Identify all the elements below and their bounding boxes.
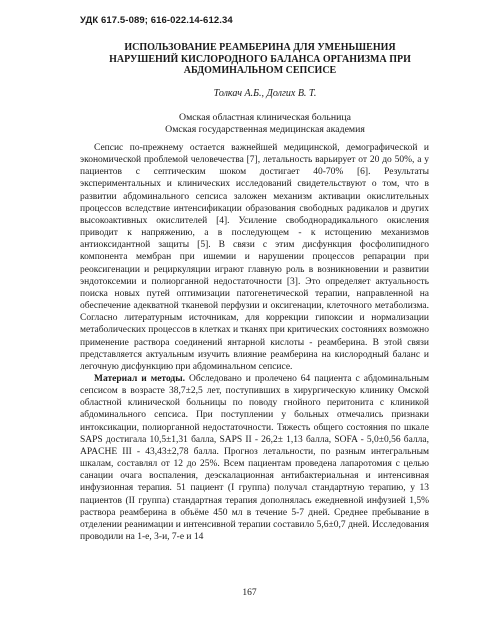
udk-code: УДК 617.5-089; 616-022.14-612.34 xyxy=(80,15,233,26)
affiliation-line: Омская областная клиническая больница xyxy=(179,112,351,123)
article-body xyxy=(80,142,429,543)
affiliation xyxy=(100,112,430,136)
affiliation-line: Омская государственная медицинская академия xyxy=(165,124,365,135)
body-paragraph: Сепсис по-прежнему остается важнейшей медицинской, демографической и экономической проблемой человечества [7], летальность варьирует от 20 до 50%, а у пациентов с септическим шоком достигает 40-70% [6]. Результаты экспериментальных и клинических исследований свидетельствуют о том, что в развитии абдоминального сепсиса заложен механизм активации окислительных процессов вследствие интенсификации образования свободных радикалов и других высокоактивных окислителей [4]. Усиление свободнорадикального окисления приводит к напряжению, а в последующем - к истощению механизмов антиоксидантной защиты [5]. В связи с этим дисфункция фосфолипидного компонента мембран при ишемии и нарушении процессов репарации при реоксигенации и рециркуляции играют главную роль в возникновении и развитии эндотоксемии и полиорганной недостаточности [3]. Это определяет актуальность поиска новых путей оптимизации патогенетической терапии, направленной на обеспечение адекватной тканевой перфузии и оксигенации, клеточного метаболизма. Согласно литературным источникам, для коррекции гипоксии и нормализации метаболических процессов в клетках и тканях при критических состояниях возможно применение раствора соединений янтарной кислоты - реамберина. В этой связи представляется актуальным изучить влияние реамберина на кислородный баланс и легочную дисфункцию при абдоминальном сепсисе. xyxy=(80,143,429,372)
authors: Толкач А.Б., Долгих В. Т. xyxy=(213,88,317,99)
page-number: 167 xyxy=(242,588,257,598)
body-paragraph xyxy=(80,373,429,543)
paragraph-text: Обследовано и пролечено 64 пациента с абдоминальным сепсисом в возрасте 38,7±2,5 лет, поступивших в хирургическую клинику Омской областной клинической больницы по поводу гнойного перитонита с клиникой абдоминального сепсиса. При поступлении у больных отмечались признаки интоксикации, полиорганной недостаточности. Тяжесть общего состояния по шкале SAPS достигала 10,5±1,31 балла, SAPS II - 26,2± 1,13 балла, SOFA - 5,0±0,56 балла, APACHE III - 43,43±2,78 балла. Прогноз летальности, по разным интегральным шкалам, составлял от 12 до 25%. Всем пациентам проведена лапаротомия с целью санации очага воспаления, деэскалационная антибактериальная и интенсивная инфузионная терапия. 51 пациент (I группа) получал стандартную терапию, у 13 пациентов (II группа) стандартная терапия дополнялась ежедневной инфузией 1,5% раствора реамберина в объёме 450 мл в течение 5-7 дней. Среднее пребывание в отделении реанимации и интенсивной терапии составило 5,6±0,7 дней. Исследования проводили на 1-е, 3-и, 7-е и 14 xyxy=(80,373,429,542)
section-heading: Материал и методы. xyxy=(94,373,186,384)
article-title: ИСПОЛЬЗОВАНИЕ РЕАМБЕРИНА ДЛЯ УМЕНЬШЕНИЯ НАРУШЕНИЙ КИСЛОРОДНОГО БАЛАНСА ОРГАНИЗМА ПРИ АБДОМИНАЛЬНОМ СЕПСИСЕ xyxy=(109,42,411,76)
